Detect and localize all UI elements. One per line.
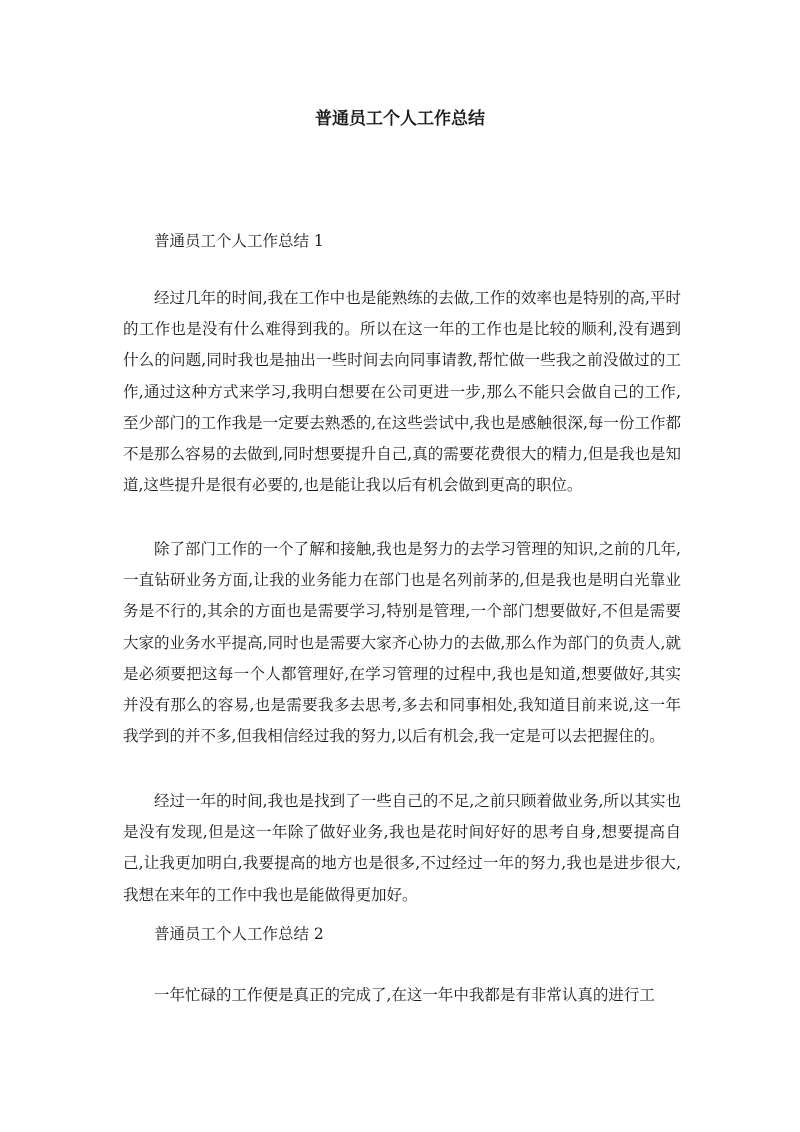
paragraph: 经过一年的时间,我也是找到了一些自己的不足,之前只顾着做业务,所以其实也是没有发现,但是这一年除了做好业务,我也是花时间好好的思考自身,想要提高自己,让我更加明白,我要提高的地方也是很多,不过经过一年的努力,我也是进步很大,我想在来年的工作中我也是能做得更加好。	[123, 792, 681, 904]
section-heading-2: 普通员工个人工作总结 2	[154, 925, 324, 943]
paragraph: 一年忙碌的工作便是真正的完成了,在这一年中我都是有非常认真的进行工	[154, 986, 655, 1004]
section-heading-1: 普通员工个人工作总结 1	[154, 232, 324, 250]
document-title: 普通员工个人工作总结	[315, 109, 485, 129]
paragraph: 经过几年的时间,我在工作中也是能熟练的去做,工作的效率也是特别的高,平时的工作也是没有什么难得到我的。所以在这一年的工作也是比较的顺利,没有遇到什么的问题,同时我也是抽出一些时间去向同事请教,帮忙做一些我之前没做过的工作,通过这种方式来学习,我明白想要在公司更进一步,那么不能只会做自己的工作,至少部门的工作我是一定要去熟悉的,在这些尝试中,我也是感触很深,每一份工作都不是那么容易的去做到,同时想要提升自己,真的需要花费很大的精力,但是我也是知道,这些提升是很有必要的,也是能让我以后有机会做到更高的职位。	[123, 289, 681, 495]
paragraph: 除了部门工作的一个了解和接触,我也是努力的去学习管理的知识,之前的几年,一直钻研业务方面,让我的业务能力在部门也是名列前茅的,但是我也是明白光靠业务是不行的,其余的方面也是需要学习,特别是管理,一个部门想要做好,不但是需要大家的业务水平提高,同时也是需要大家齐心协力的去做,那么作为部门的负责人,就是必须要把这每一个人都管理好,在学习管理的过程中,我也是知道,想要做好,其实并没有那么的容易,也是需要我多去思考,多去和同事相处,我知道目前来说,这一年我学到的并不多,但我相信经过我的努力,以后有机会,我一定是可以去把握住的。	[123, 540, 681, 746]
